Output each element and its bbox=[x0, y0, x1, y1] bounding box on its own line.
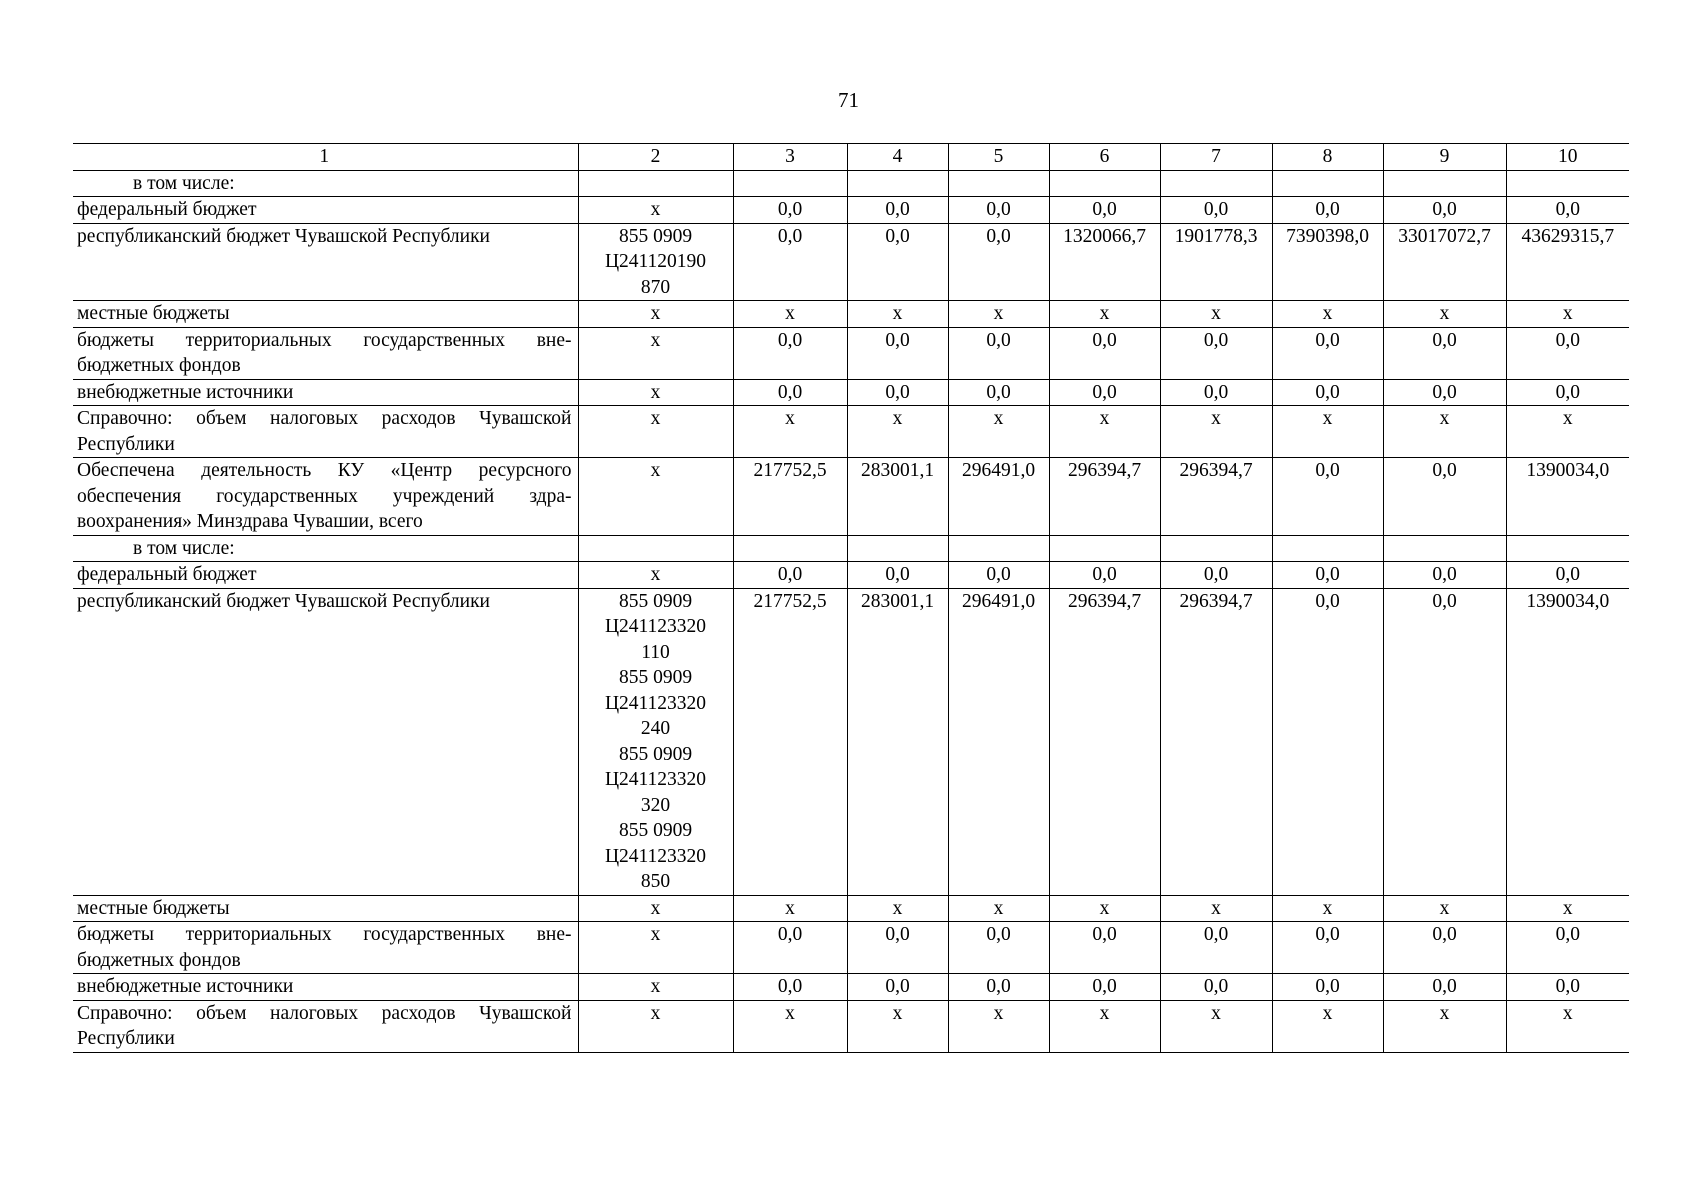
budget-code-cell bbox=[578, 895, 733, 922]
header-cell: 7 bbox=[1160, 144, 1272, 171]
value-cell: 0,0 bbox=[1049, 197, 1160, 224]
budget-code-cell bbox=[578, 327, 733, 379]
value-cell: 0,0 bbox=[1506, 327, 1629, 379]
row-label: в том числе: bbox=[73, 170, 578, 197]
value-cell bbox=[1049, 535, 1160, 562]
budget-code-line: х bbox=[650, 924, 661, 945]
budget-code-line: Ц241123320 bbox=[604, 616, 707, 637]
value-cell bbox=[733, 170, 847, 197]
value-cell: 0,0 bbox=[1506, 562, 1629, 589]
budget-code-line: 870 bbox=[640, 276, 671, 298]
value-cell: 0,0 bbox=[1383, 974, 1506, 1001]
value-cell: х bbox=[733, 301, 847, 328]
value-cell: х bbox=[1160, 301, 1272, 328]
budget-code-cell bbox=[578, 170, 733, 197]
row-label: бюджеты территориальных государственных вне-бюджетных фондов bbox=[73, 327, 578, 379]
value-cell: 0,0 bbox=[733, 974, 847, 1001]
value-cell: 43629315,7 bbox=[1506, 223, 1629, 301]
value-cell: 0,0 bbox=[948, 562, 1049, 589]
budget-code-line: 855 0909 bbox=[618, 820, 693, 841]
value-cell: 0,0 bbox=[1160, 327, 1272, 379]
budget-code-cell bbox=[578, 1000, 733, 1052]
value-cell bbox=[1049, 170, 1160, 197]
value-cell: х bbox=[733, 1000, 847, 1052]
budget-code-line: 320 bbox=[640, 794, 671, 816]
budget-code-line: х bbox=[650, 381, 661, 403]
value-cell: х bbox=[1383, 1000, 1506, 1052]
budget-code-line: х bbox=[650, 303, 661, 324]
budget-code-cell bbox=[578, 406, 733, 458]
page-number: 71 bbox=[838, 88, 859, 112]
value-cell: х bbox=[1049, 895, 1160, 922]
value-cell bbox=[948, 535, 1049, 562]
budget-code-line: х bbox=[650, 199, 661, 220]
value-cell: 0,0 bbox=[1049, 327, 1160, 379]
value-cell: 0,0 bbox=[733, 379, 847, 406]
value-cell: 296491,0 bbox=[948, 458, 1049, 536]
budget-code-line: 850 bbox=[640, 871, 671, 892]
value-cell: 0,0 bbox=[1272, 458, 1383, 536]
budget-code-line: 110 bbox=[641, 641, 670, 663]
value-cell: 296394,7 bbox=[1160, 458, 1272, 536]
budget-code-line: х bbox=[650, 564, 661, 585]
table-row bbox=[73, 895, 1629, 922]
budget-code-line: х bbox=[650, 1002, 661, 1024]
value-cell: х bbox=[1160, 406, 1272, 458]
row-label: республиканский бюджет Чувашской Республики bbox=[73, 223, 578, 301]
value-cell: 296394,7 bbox=[1049, 458, 1160, 536]
value-cell: 0,0 bbox=[1049, 974, 1160, 1001]
row-label: федеральный бюджет bbox=[73, 197, 578, 224]
value-cell: 0,0 bbox=[1383, 562, 1506, 589]
value-cell bbox=[847, 170, 948, 197]
value-cell: 0,0 bbox=[733, 327, 847, 379]
table-row bbox=[73, 197, 1629, 224]
budget-code-line: 240 bbox=[640, 718, 671, 739]
value-cell: 0,0 bbox=[1506, 197, 1629, 224]
budget-code-cell bbox=[578, 562, 733, 589]
value-cell: 7390398,0 bbox=[1272, 223, 1383, 301]
value-cell: 1901778,3 bbox=[1160, 223, 1272, 301]
value-cell: х bbox=[1272, 1000, 1383, 1052]
value-cell: х bbox=[948, 895, 1049, 922]
header-cell: 9 bbox=[1383, 144, 1506, 171]
value-cell: 0,0 bbox=[1160, 922, 1272, 974]
value-cell bbox=[1383, 535, 1506, 562]
value-cell: 1320066,7 bbox=[1049, 223, 1160, 301]
value-cell: х bbox=[1506, 406, 1629, 458]
value-cell: 0,0 bbox=[1383, 458, 1506, 536]
budget-code-cell bbox=[578, 379, 733, 406]
value-cell: 0,0 bbox=[847, 974, 948, 1001]
value-cell: 0,0 bbox=[948, 223, 1049, 301]
budget-code-line: 855 0909 bbox=[618, 225, 693, 247]
table-row bbox=[73, 458, 1629, 536]
header-cell: 8 bbox=[1272, 144, 1383, 171]
value-cell bbox=[1272, 170, 1383, 197]
value-cell: 0,0 bbox=[948, 974, 1049, 1001]
value-cell: 0,0 bbox=[1160, 974, 1272, 1001]
value-cell: 0,0 bbox=[847, 327, 948, 379]
value-cell: х bbox=[847, 895, 948, 922]
budget-code-cell bbox=[578, 301, 733, 328]
budget-table bbox=[73, 143, 1629, 1053]
header-cell: 3 bbox=[733, 144, 847, 171]
value-cell: 0,0 bbox=[1272, 197, 1383, 224]
value-cell bbox=[1272, 535, 1383, 562]
value-cell: 0,0 bbox=[1160, 379, 1272, 406]
budget-code-line: Ц241123320 bbox=[604, 845, 707, 867]
value-cell: 0,0 bbox=[1160, 197, 1272, 224]
value-cell: х bbox=[1272, 406, 1383, 458]
value-cell: 0,0 bbox=[1049, 379, 1160, 406]
value-cell: х bbox=[733, 895, 847, 922]
budget-code-cell bbox=[578, 535, 733, 562]
value-cell: 33017072,7 bbox=[1383, 223, 1506, 301]
value-cell: 0,0 bbox=[1272, 379, 1383, 406]
value-cell bbox=[1383, 170, 1506, 197]
value-cell: 0,0 bbox=[1272, 922, 1383, 974]
budget-code-cell bbox=[578, 458, 733, 536]
value-cell: 0,0 bbox=[847, 223, 948, 301]
value-cell: 0,0 bbox=[847, 562, 948, 589]
row-label: местные бюджеты bbox=[73, 895, 578, 922]
row-label: Справочно: объем налоговых расходов Чувашской Республики bbox=[73, 406, 578, 458]
value-cell: 296491,0 bbox=[948, 588, 1049, 895]
value-cell: х bbox=[733, 406, 847, 458]
value-cell: х bbox=[1160, 1000, 1272, 1052]
budget-code-line: х bbox=[650, 976, 661, 997]
table-row bbox=[73, 1000, 1629, 1052]
value-cell: 0,0 bbox=[1272, 327, 1383, 379]
table-header-row bbox=[73, 144, 1629, 171]
value-cell: 0,0 bbox=[948, 197, 1049, 224]
budget-code-line: х bbox=[650, 460, 661, 481]
table-row bbox=[73, 922, 1629, 974]
row-label: федеральный бюджет bbox=[73, 562, 578, 589]
header-cell: 10 bbox=[1506, 144, 1629, 171]
value-cell: 0,0 bbox=[733, 562, 847, 589]
value-cell: х bbox=[847, 301, 948, 328]
value-cell: 0,0 bbox=[847, 197, 948, 224]
budget-code-line: Ц241120190 bbox=[604, 251, 707, 272]
value-cell: 0,0 bbox=[733, 223, 847, 301]
row-label: Обеспечена деятельность КУ «Центр ресурсного обеспечения государственных учреждений здра-воохранения» Минздрава Чувашии, всего bbox=[73, 458, 578, 536]
value-cell: х bbox=[1506, 895, 1629, 922]
value-cell: 0,0 bbox=[1506, 974, 1629, 1001]
value-cell: х bbox=[847, 1000, 948, 1052]
table-row bbox=[73, 327, 1629, 379]
value-cell bbox=[1506, 170, 1629, 197]
value-cell: 0,0 bbox=[1272, 588, 1383, 895]
budget-code-cell bbox=[578, 197, 733, 224]
budget-code-line: Ц241123320 bbox=[604, 692, 707, 714]
value-cell: х bbox=[948, 406, 1049, 458]
header-cell: 5 bbox=[948, 144, 1049, 171]
value-cell bbox=[948, 170, 1049, 197]
header-cell: 2 bbox=[578, 144, 733, 171]
table-row bbox=[73, 562, 1629, 589]
value-cell: х bbox=[1506, 301, 1629, 328]
value-cell: х bbox=[1272, 301, 1383, 328]
value-cell: х bbox=[1383, 301, 1506, 328]
value-cell: х bbox=[948, 1000, 1049, 1052]
value-cell: х bbox=[1049, 406, 1160, 458]
value-cell: 0,0 bbox=[847, 922, 948, 974]
row-label: внебюджетные источники bbox=[73, 379, 578, 406]
value-cell: 0,0 bbox=[733, 922, 847, 974]
budget-code-line: 855 0909 bbox=[618, 667, 693, 688]
row-label: Справочно: объем налоговых расходов Чувашской Республики bbox=[73, 1000, 578, 1052]
value-cell: 0,0 bbox=[1272, 974, 1383, 1001]
value-cell: 283001,1 bbox=[847, 458, 948, 536]
value-cell bbox=[1160, 535, 1272, 562]
budget-code-line: х bbox=[650, 897, 661, 919]
value-cell: 0,0 bbox=[1383, 197, 1506, 224]
row-label: местные бюджеты bbox=[73, 301, 578, 328]
header-cell: 4 bbox=[847, 144, 948, 171]
table-row bbox=[73, 535, 1629, 562]
table-row bbox=[73, 379, 1629, 406]
value-cell bbox=[1506, 535, 1629, 562]
value-cell: 0,0 bbox=[1272, 562, 1383, 589]
budget-code-line: х bbox=[650, 329, 661, 351]
table-row bbox=[73, 974, 1629, 1001]
value-cell: 0,0 bbox=[733, 197, 847, 224]
value-cell: х bbox=[847, 406, 948, 458]
row-label: бюджеты территориальных государственных вне-бюджетных фондов bbox=[73, 922, 578, 974]
value-cell: 0,0 bbox=[1506, 379, 1629, 406]
value-cell: 0,0 bbox=[1383, 327, 1506, 379]
value-cell: х bbox=[1049, 1000, 1160, 1052]
value-cell: 217752,5 bbox=[733, 458, 847, 536]
table-row bbox=[73, 301, 1629, 328]
value-cell: 0,0 bbox=[1049, 922, 1160, 974]
header-cell: 6 bbox=[1049, 144, 1160, 171]
value-cell: 0,0 bbox=[1049, 562, 1160, 589]
value-cell: 0,0 bbox=[1383, 588, 1506, 895]
value-cell: 296394,7 bbox=[1049, 588, 1160, 895]
budget-code-cell bbox=[578, 223, 733, 301]
value-cell: 0,0 bbox=[1383, 379, 1506, 406]
table-row bbox=[73, 170, 1629, 197]
value-cell: 0,0 bbox=[1506, 922, 1629, 974]
budget-code-cell bbox=[578, 922, 733, 974]
value-cell: 217752,5 bbox=[733, 588, 847, 895]
value-cell: х bbox=[1383, 406, 1506, 458]
value-cell bbox=[733, 535, 847, 562]
budget-code-line: 855 0909 bbox=[618, 590, 693, 612]
value-cell: х bbox=[948, 301, 1049, 328]
budget-code-cell bbox=[578, 974, 733, 1001]
value-cell: х bbox=[1049, 301, 1160, 328]
row-label: республиканский бюджет Чувашской Республики bbox=[73, 588, 578, 895]
table-row bbox=[73, 588, 1629, 895]
value-cell: 1390034,0 bbox=[1506, 588, 1629, 895]
value-cell: 0,0 bbox=[1160, 562, 1272, 589]
budget-code-line: 855 0909 bbox=[618, 743, 693, 765]
header-cell: 1 bbox=[73, 144, 578, 171]
budget-code-line: х bbox=[650, 408, 661, 429]
value-cell: х bbox=[1506, 1000, 1629, 1052]
value-cell: 296394,7 bbox=[1160, 588, 1272, 895]
value-cell bbox=[847, 535, 948, 562]
value-cell: 0,0 bbox=[847, 379, 948, 406]
budget-code-line: Ц241123320 bbox=[604, 769, 707, 790]
value-cell: 0,0 bbox=[948, 327, 1049, 379]
row-label: в том числе: bbox=[73, 535, 578, 562]
value-cell bbox=[1160, 170, 1272, 197]
value-cell: 283001,1 bbox=[847, 588, 948, 895]
value-cell: 0,0 bbox=[948, 922, 1049, 974]
value-cell: х bbox=[1160, 895, 1272, 922]
value-cell: 0,0 bbox=[1383, 922, 1506, 974]
row-label: внебюджетные источники bbox=[73, 974, 578, 1001]
value-cell: х bbox=[1272, 895, 1383, 922]
value-cell: 0,0 bbox=[948, 379, 1049, 406]
table-row bbox=[73, 406, 1629, 458]
table-row bbox=[73, 223, 1629, 301]
budget-code-cell bbox=[578, 588, 733, 895]
value-cell: х bbox=[1383, 895, 1506, 922]
value-cell: 1390034,0 bbox=[1506, 458, 1629, 536]
